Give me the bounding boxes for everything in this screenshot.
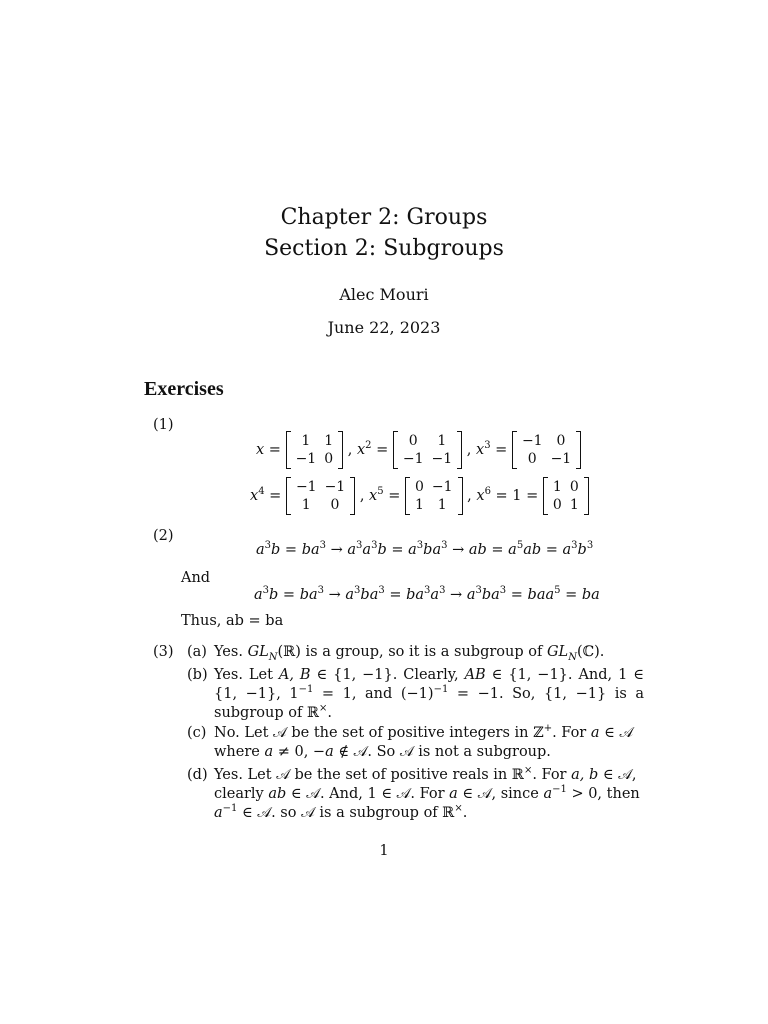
exercise-1-label: (1) [153,417,174,433]
exercise-3-label: (3) [153,644,174,660]
exercise-2-equation-2: $a^3b = ba^3 \to a^3ba^3 = ba^3a^3 \to a^3ba^3 = baa^5$ = ba [254,585,600,603]
exercise-3d-label: (d) [187,767,208,783]
matrix-x6: 1 0 0 1 [543,477,589,515]
exercise-2-conclusion: Thus, ab = ba [181,613,284,629]
exercise-3c-text: No. Let 𝒜 be the set of positive integers in ℤ+. For a ∈ 𝒜 where a ≠ 0, −a ∉ 𝒜. So 𝒜 is not a subgroup. [214,723,634,760]
exercise-1-equation-row-1: x = 1 1 −1 0 , $x^2$ = 0 1 −1 −1 , $x^3$ = −1 0 0 −1 [256,431,581,469]
exercise-1-equation-row-2: $x^4$ = −1 −1 1 0 , $x^5$ = 0 −1 1 1 , $x^6 = 1$ = 1 0 0 1 [250,477,589,515]
matrix-x5: 0 −1 1 1 [405,477,463,515]
exercise-2-equation-1: $a^3b = ba^3 \to a^3a^3b = a^3ba^3$ → ab = $a^5ab = a^3b^3$ [256,540,594,558]
author: Alec Mouri [339,285,429,304]
page-number: 1 [379,843,389,859]
date: June 22, 2023 [327,318,441,337]
exercise-2-and: And [181,570,211,586]
title-line-2: Section 2: Subgroups [264,236,504,261]
exercise-3a-label: (a) [187,644,207,660]
exercise-2-label: (2) [153,528,174,544]
matrix-x: 1 1 −1 0 [286,431,344,469]
matrix-x4: −1 −1 1 0 [286,477,355,515]
matrix-x2: 0 1 −1 −1 [393,431,462,469]
exercise-3c-label: (c) [187,725,207,741]
exercise-3b-label: (b) [187,667,208,683]
section-heading: Exercises [144,378,224,400]
exercise-3b-text: Yes. Let A, B ∈ {1, −1}. Clearly, AB ∈ {1, −1}. And, 1 ∈ {1, −1}, $1^{-1} = 1$, and $(-1)^{-1} = -1$. So, {1, −1} is a subgroup of ℝ×. [214,667,645,721]
title-line-1: Chapter 2: Groups [280,205,488,230]
matrix-x3: −1 0 0 −1 [512,431,581,469]
exercise-3d-text: Yes. Let 𝒜 be the set of positive reals in ℝ×. For a, b ∈ 𝒜, clearly ab ∈ 𝒜. And, 1 ∈ 𝒜. For a ∈ 𝒜, since $a^{-1} > 0$, then $a^{-1}$ ∈ 𝒜. so 𝒜 is a subgroup of ℝ×. [214,765,640,821]
exercise-3a-text: Yes. $GL_N(ℝ)$ is a group, so it is a subgroup of $GL_N(ℂ)$. [214,644,605,663]
